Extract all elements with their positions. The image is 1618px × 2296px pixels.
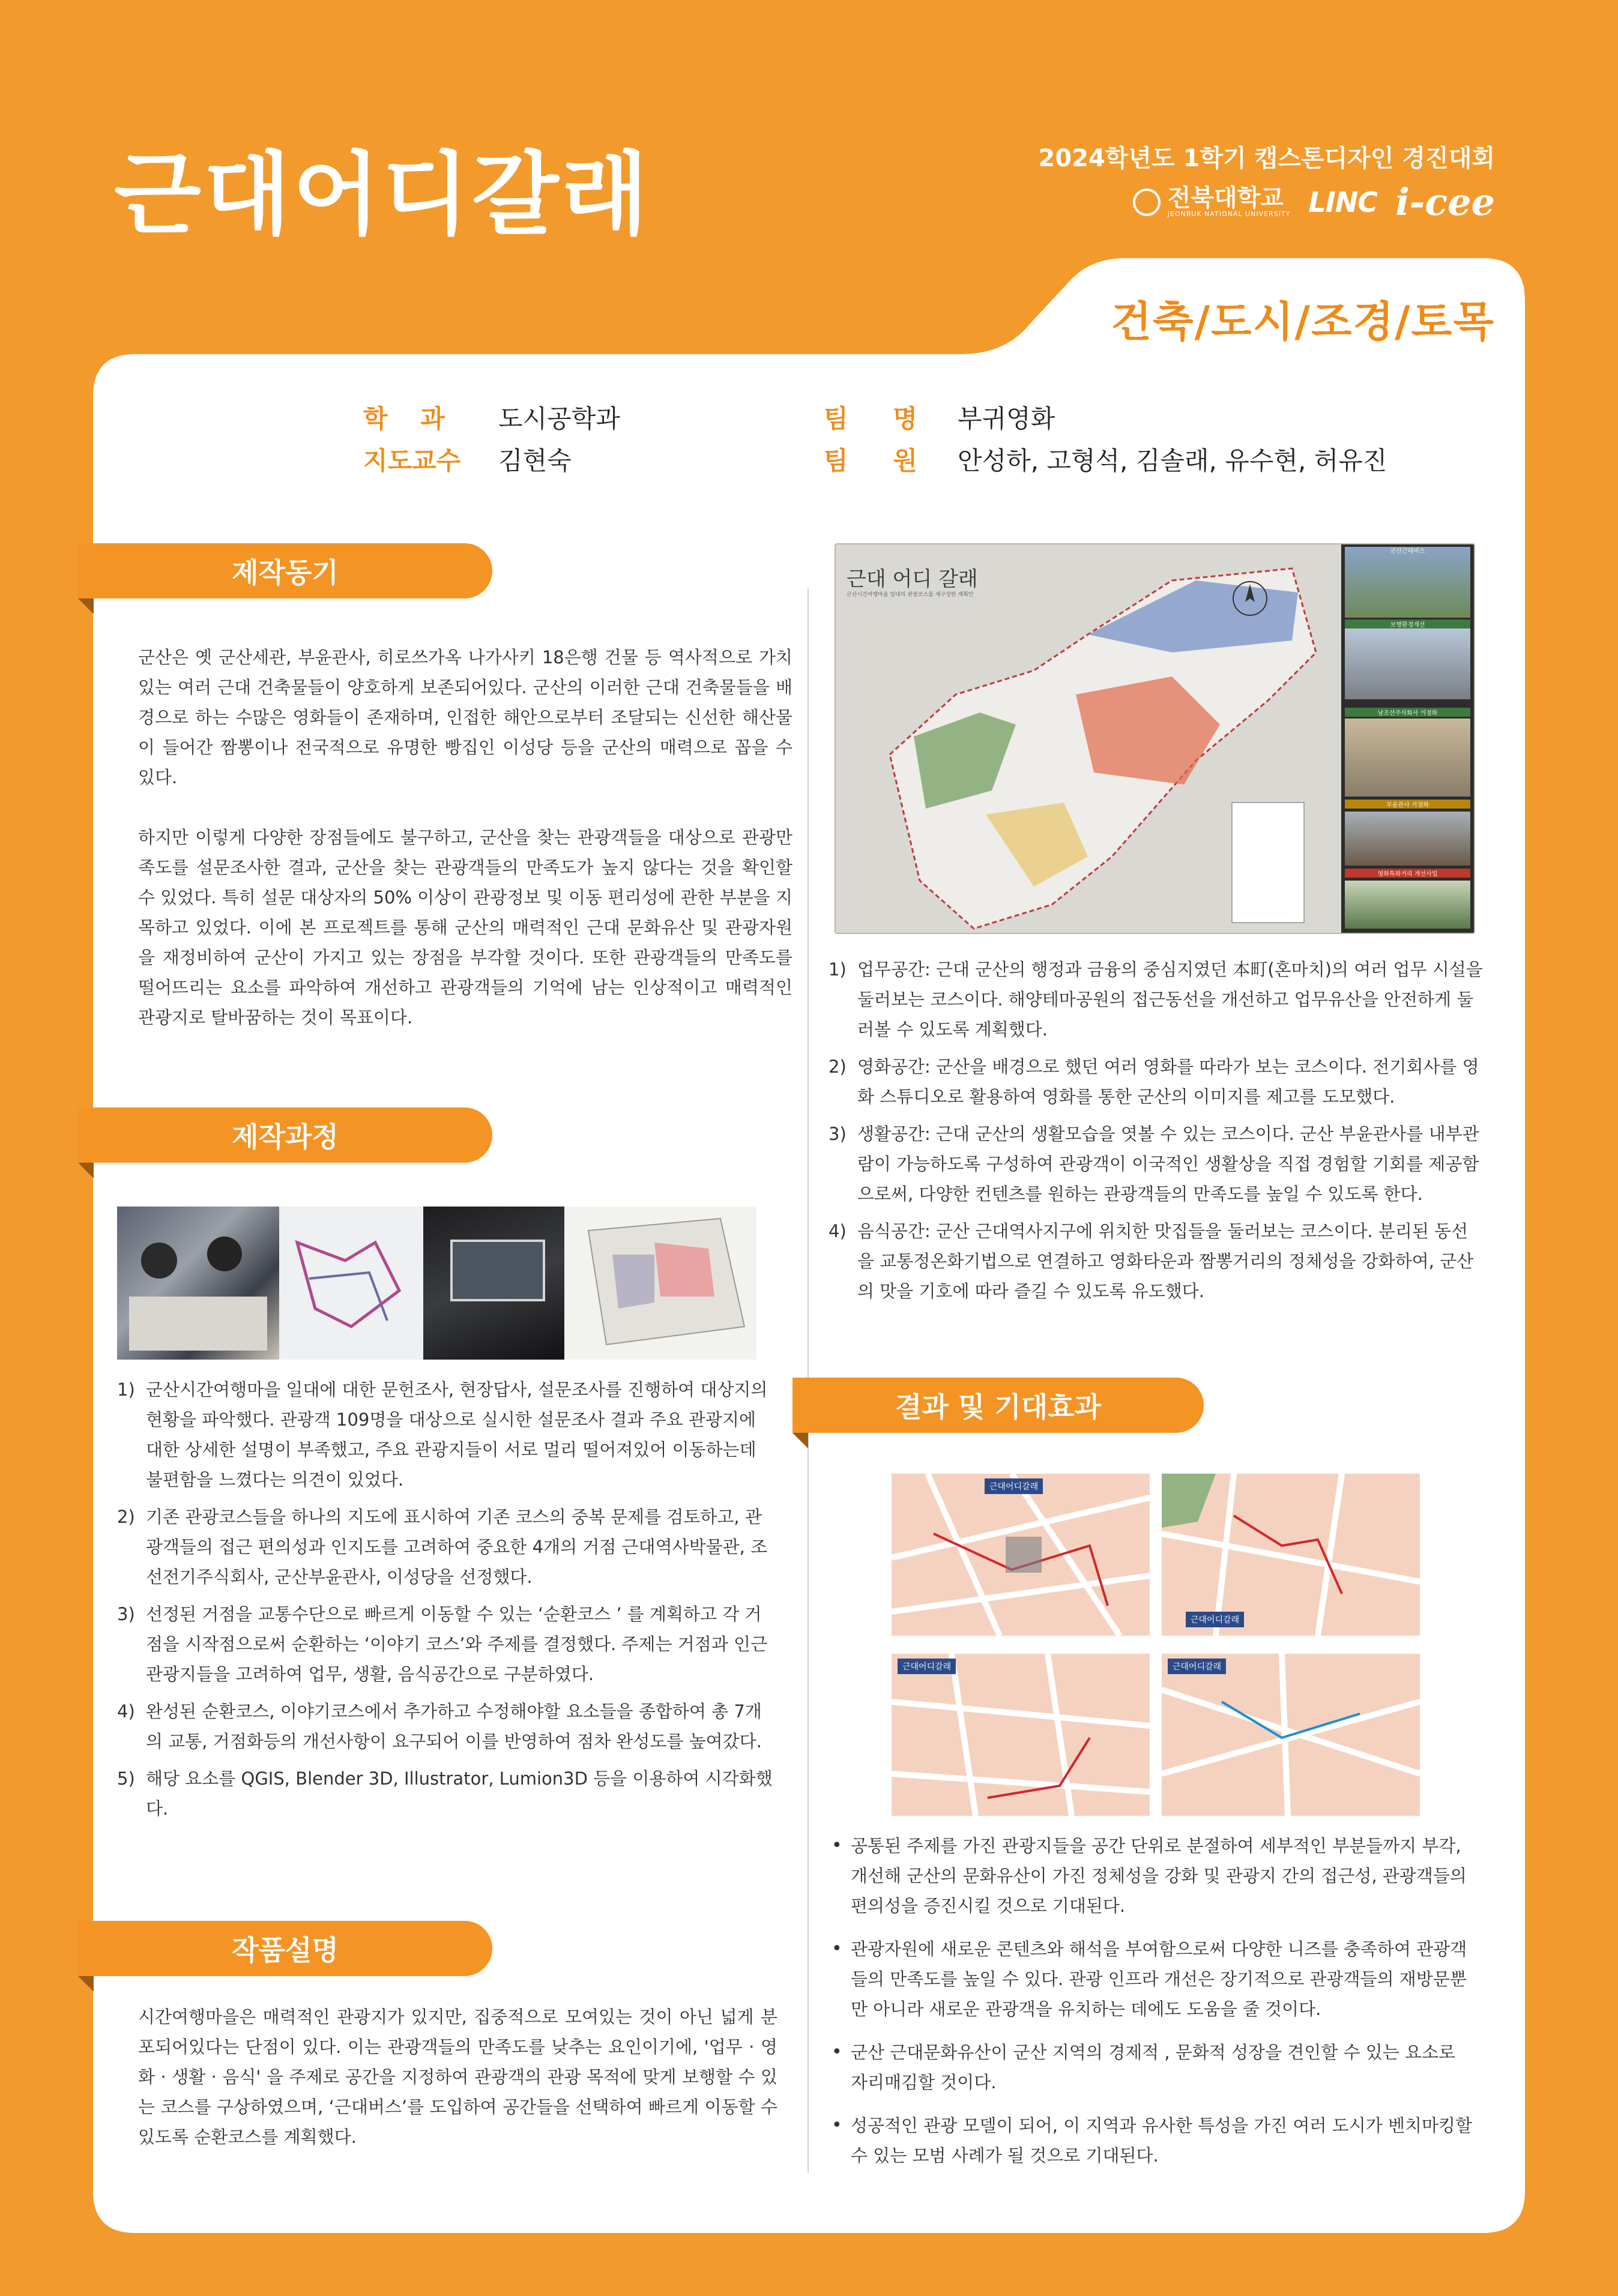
list-item: 4) 완성된 순환코스, 이야기코스에서 추가하고 수정해야할 요소들을 종합하여 총 7개의 교통, 거점화등의 개선사항이 요구되어 이를 반영하여 점차 완성도를 높여갔다. (117, 1701, 762, 1752)
map-title: 근대 어디 갈래 (847, 567, 978, 591)
advisor-label: 지도교수 (363, 446, 461, 475)
process-list (117, 1375, 777, 1831)
list-item: • 공통된 주제를 가진 관광지들을 공간 단위로 분절하여 세부적인 부분들까지 부각, 개선해 군산의 문화유산이 가진 정체성을 강화 및 관광지 간의 접근성, 관광객들의 편의성을 증진시킬 것으로 기대된다. (832, 1835, 1467, 1916)
list-item: 2) 기존 관광코스들을 하나의 지도에 표시하여 기존 코스의 중복 문제를 검토하고, 관광객들의 접근 편의성과 인지도를 고려하여 중요한 4개의 거점 근대역사박물관, 조선전기주식회사, 군산부윤관사, 이성당을 선정했다. (117, 1507, 768, 1587)
result-map-3: 근대어디갈래 (892, 1654, 1150, 1816)
motivation-paragraph-1: 군산은 옛 군산세관, 부윤관사, 히로쓰가옥 나가사키 18은행 건물 등 역사적으로 가치 있는 여러 근대 건축물들이 양호하게 보존되어있다. 군산의 이러한 근대 건축물들을 배경으로 하는 수많은 영화들이 존재하며, 인접한 해안으로부터 조달되는 신선한 해산물이 들어간 짬뽕이나 전국적으로 유명한 빵집인 이성당 등을 군산의 매력으로 꼽을 수 있다. (138, 647, 792, 788)
list-item: 5) 해당 요소를 QGIS, Blender 3D, Illustrator, Lumion3D 등을 이용하여 시각화했다. (117, 1768, 773, 1819)
list-item: 1) 군산시간여행마을 일대에 대한 문헌조사, 현장답사, 설문조사를 진행하여 대상지의 현황을 파악했다. 관광객 109명을 대상으로 실시한 설문조사 결과 주요 관광지에 대한 상세한 설명이 부족했고, 주요 관광지들이 서로 멀리 떨어져있어 이동하는데 불편함을 느꼈다는 의견이 있었다. (117, 1379, 768, 1490)
section-title-process: 제작과정 (78, 1107, 492, 1163)
jbnu-seal-icon (1133, 188, 1161, 216)
tab-fold (78, 598, 94, 614)
list-item: • 군산 근대문화유산이 군산 지역의 경제적 , 문화적 성장을 견인할 수 있는 요소로 자리매김할 것이다. (832, 2041, 1456, 2093)
icee-logo: i-cee (1395, 180, 1495, 224)
members-value: 안성하, 고형석, 김솔래, 유수현, 허유진 (958, 446, 1387, 475)
members-label: 팀 원 (824, 446, 935, 475)
list-item: • 관광자원에 새로운 콘텐츠와 해석을 부여함으로써 다양한 니즈를 충족하여 관광객들의 만족도를 높일 수 있다. 관광 인프라 개선은 장기적으로 관광객들의 재방문뿐만 아니라 새로운 관광객을 유치하는 데에도 도움을 줄 것이다. (832, 1938, 1467, 2019)
result-map-4: 근대어디갈래 (1162, 1654, 1420, 1816)
list-item: 3) 선정된 거점을 교통수단으로 빠르게 이동할 수 있는 ‘순환코스 ’ 를 계획하고 각 거점을 시작점으로써 순환하는 ‘이야기 코스’와 주제를 결정했다. 주제는 거점과 인근 관광지들을 고려하여 업무, 생활, 음식공간으로 구분하였다. (117, 1604, 768, 1684)
list-item: 2) 영화공간: 군산을 배경으로 했던 여러 영화를 따라가 보는 코스이다. 전기회사를 영화 스튜디오로 활용하여 영화를 통한 군산의 이미지를 제고를 도모했다. (829, 1056, 1479, 1107)
motivation-paragraph-2: 하지만 이렇게 다양한 장점들에도 불구하고, 군산을 찾는 관광객들을 대상으로 관광만족도를 설문조사한 결과, 군산을 찾는 관광객들의 만족도가 높지 않다는 것을 확인할 수 있었다. 특히 설문 대상자의 50% 이상이 관광정보 및 이동 편리성에 관한 부분을 지목하고 있었다. 이에 본 프로젝트를 통해 군산의 매력적인 근대 문화유산 및 관광자원을 재정비하여 군산이 가지고 있는 장점을 부각할 것이다. 또한 관광객들의 만족도를 떨어뜨리는 요소를 파악하여 개선하고 관광객들의 기억에 남는 인상적이고 매력적인 관광지로 탈바꿈하는 것이 목표이다. (138, 827, 792, 1028)
dept-value: 도시공학과 (498, 404, 620, 433)
course-list (829, 954, 1483, 1313)
description-text: 시간여행마을은 매력적인 관광지가 있지만, 집중적으로 모여있는 것이 아닌 넓게 분포되어있다는 단점이 있다. 이는 관광객들의 만족도를 낮추는 요인이기에, '업무 · 영화 · 생활 · 음식' 을 주제로 공간을 지정하여 관광객의 관광 목적에 맞게 보행할 수 있는 코스를 구상하였으며, ‘근대버스’를 도입하여 공간들을 선택하여 빠르게 이동할 수 있도록 순환코스를 계획했다. (138, 2007, 777, 2147)
results-list (832, 1831, 1477, 2184)
list-item: 3) 생활공간: 근대 군산의 생활모습을 엿볼 수 있는 코스이다. 군산 부윤관사를 내부관람이 가능하도록 구성하여 관광객이 이국적인 생활상을 직접 경험할 기회를 제공함으로써, 다양한 컨텐츠를 원하는 관광객들의 만족도를 높일 수 있도록 한다. (829, 1124, 1479, 1204)
result-map-1: 근대어디갈래 (892, 1474, 1150, 1636)
section-title-description: 작품설명 (78, 1921, 492, 1976)
tab-fold (78, 1163, 94, 1178)
logo-bar (1133, 180, 1495, 224)
list-item: 4) 음식공간: 군산 근대역사지구에 위치한 맛집들을 둘러보는 코스이다. 분리된 동선을 교통정온화기법으로 연결하고 영화타운과 짬뽕거리의 정체성을 강화하여, 군산의 맛을 기호에 따라 즐길 수 있도록 유도했다. (829, 1221, 1474, 1301)
list-item: • 성공적인 관광 모델이 되어, 이 지역과 유사한 특성을 가진 여러 도시가 벤치마킹할 수 있는 모범 사례가 될 것으로 기대된다. (832, 2115, 1473, 2166)
route-sketch-photo (279, 1207, 423, 1360)
tab-fold (78, 1976, 94, 1992)
tab-fold (792, 1433, 808, 1448)
section-title-motivation: 제작동기 (78, 543, 492, 598)
section-title-results: 결과 및 기대효과 (792, 1378, 1204, 1433)
linc-logo: LINC (1308, 185, 1378, 218)
team-meeting-photo (117, 1207, 279, 1360)
map-draft-photo (564, 1207, 756, 1360)
list-item: 1) 업무공간: 근대 군산의 행정과 금융의 중심지였던 本町(혼마치)의 여러 업무 시설을 둘러보는 코스이다. 해양테마공원의 접근동선을 개선하고 업무유산을 안전하게 둘러볼 수 있도록 계획했다. (829, 959, 1483, 1040)
team-label: 팀 명 (824, 404, 935, 433)
result-map-2: 근대어디갈래 (1162, 1474, 1420, 1636)
poster-title: 근대어디갈래 (114, 143, 651, 247)
course-map (835, 543, 1475, 934)
category-label: 건축/도시/조경/토목 (1111, 297, 1495, 346)
contest-name: 2024학년도 1학기 캡스톤디자인 경진대회 (1038, 145, 1495, 172)
team-value: 부귀영화 (958, 404, 1055, 433)
map-subtitle: 군산시간여행마을 일대의 관광코스를 재구성한 계획안 (847, 592, 974, 598)
3d-modeling-photo (423, 1207, 564, 1360)
process-photo-strip (117, 1207, 756, 1360)
advisor-value: 김현숙 (498, 446, 572, 475)
jbnu-logo: 전북대학교 JEONBUK NATIONAL UNIVERSITY (1133, 186, 1291, 218)
dept-label: 학 과 (363, 404, 457, 433)
map-side-panel: 군산근대버스 보행환경개선 남조선주식회사 거점화 부윤관사 거점화 영화특화거리 개선사업 (1341, 544, 1474, 933)
motivation-text (138, 642, 792, 1062)
